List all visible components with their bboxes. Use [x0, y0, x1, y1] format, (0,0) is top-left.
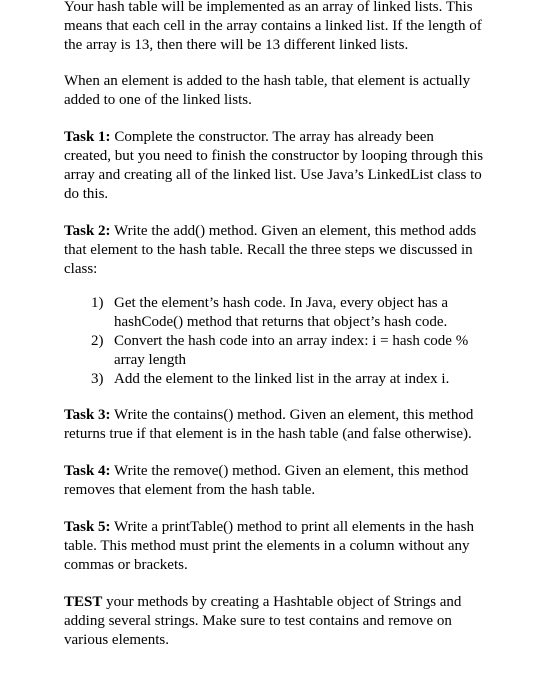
step-number: 1) — [91, 295, 104, 311]
task-1-label: Task 1: — [64, 129, 111, 145]
step-text: Add the element to the linked list in the array at index i. — [114, 371, 450, 387]
test-label: TEST — [64, 594, 103, 610]
task-4-label: Task 4: — [64, 463, 111, 479]
step-number: 3) — [91, 371, 104, 387]
test-text: your methods by creating a Hashtable object of Strings and adding several strings. Make sure to test contains and remove on various elements. — [64, 594, 462, 648]
task-5-paragraph — [64, 518, 484, 575]
task-3-text: Write the contains() method. Given an element, this method returns true if that element is in the hash table (and false otherwise). — [64, 407, 474, 442]
task-2-paragraph — [64, 222, 484, 279]
hash-steps-list — [64, 294, 484, 389]
hash-step — [91, 294, 484, 332]
task-5-text: Write a printTable() method to print all elements in the hash table. This method must print the elements in a column without any commas or brackets. — [64, 519, 474, 573]
element-added-paragraph: When an element is added to the hash table, that element is actually added to one of the linked lists. — [64, 73, 471, 108]
hash-step — [91, 332, 484, 370]
task-3-paragraph — [64, 406, 484, 444]
step-text: Get the element’s hash code. In Java, every object has a hashCode() method that returns that object’s hash code. — [114, 295, 449, 330]
task-2-text: Write the add() method. Given an element, this method adds that element to the hash table. Recall the three steps we discussed in class: — [64, 223, 477, 277]
assignment-document — [64, 0, 484, 668]
task-4-paragraph — [64, 462, 484, 500]
task-3-label: Task 3: — [64, 407, 111, 423]
task-2-label: Task 2: — [64, 223, 111, 239]
task-5-label: Task 5: — [64, 519, 111, 535]
test-paragraph — [64, 593, 484, 650]
task-1-paragraph — [64, 128, 484, 204]
intro-paragraph: Your hash table will be implemented as an array of linked lists. This means that each cell in the array contains a linked list. If the length of the array is 13, then there will be 13 different linked lists. — [64, 0, 482, 53]
hash-step — [91, 370, 484, 389]
task-1-text: Complete the constructor. The array has already been created, but you need to finish the constructor by looping through this array and creating all of the linked list. Use Java’s LinkedList class to do this. — [64, 129, 484, 202]
step-number: 2) — [91, 333, 104, 349]
step-text: Convert the hash code into an array index: i = hash code % array length — [114, 333, 469, 368]
task-4-text: Write the remove() method. Given an element, this method removes that element from the hash table. — [64, 463, 469, 498]
